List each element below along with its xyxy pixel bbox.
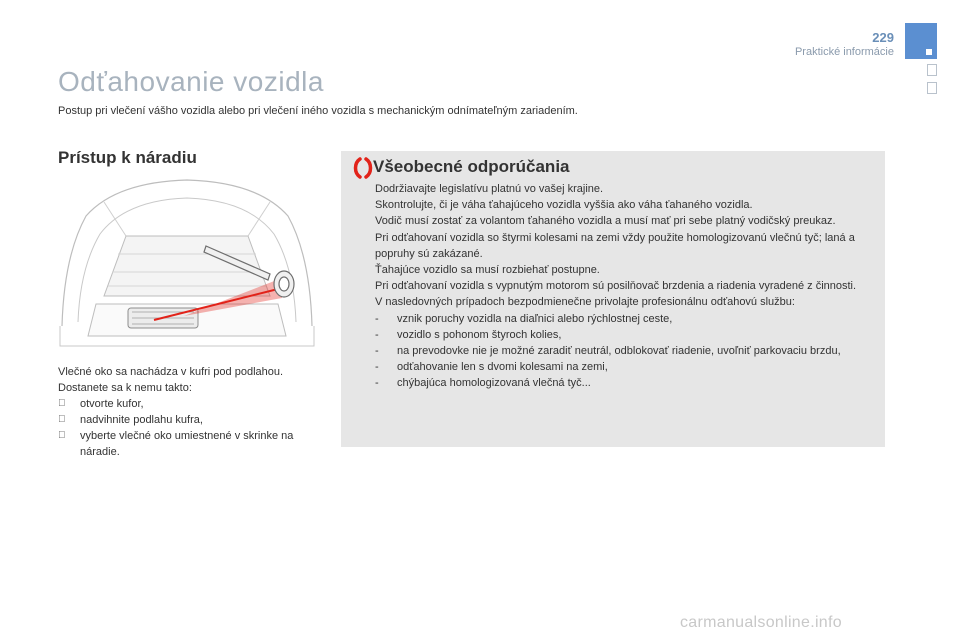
watermark: carmanualsonline.info xyxy=(680,614,842,631)
checkbox-bullet-icon xyxy=(58,428,66,444)
tab-box[interactable] xyxy=(927,82,937,94)
checkbox-bullet-icon xyxy=(58,412,66,428)
paragraph: Dodržiavajte legislatívu platnú vo vašej krajine. xyxy=(375,183,604,195)
page-number: 229 xyxy=(872,30,894,45)
paragraph: Pri odťahovaní vozidla s vypnutým motorom sú posilňovač brzdenia a riadenia vyradené z činnosti. xyxy=(375,280,857,293)
list-item xyxy=(58,428,320,460)
dash-bullet: - xyxy=(375,345,379,358)
list-item xyxy=(58,412,320,428)
checkbox-bullet-icon xyxy=(58,396,66,412)
dash-bullet: - xyxy=(375,312,379,325)
chapter-tab[interactable] xyxy=(905,23,937,59)
access-line: Vlečné oko sa nachádza v kufri pod podlahou. xyxy=(58,366,284,378)
case-text: odťahovanie len s dvomi kolesami na zemi, xyxy=(397,361,608,374)
tab-box[interactable] xyxy=(927,64,937,76)
cases-list xyxy=(375,311,877,392)
case-text: vozidlo s pohonom štyroch kolies, xyxy=(397,328,562,341)
list-item xyxy=(375,327,877,343)
dash-bullet: - xyxy=(375,328,379,341)
recommendations-heading: Všeobecné odporúčania xyxy=(373,157,570,176)
list-item xyxy=(375,375,877,391)
access-heading: Prístup k náradiu xyxy=(58,148,197,167)
step-text: vyberte vlečné oko umiestnené v skrinke na náradie. xyxy=(80,430,294,458)
paragraph: Ťahajúce vozidlo sa musí rozbiehať postupne. xyxy=(375,264,600,277)
paragraph: V nasledovných prípadoch bezpodmienečne privolajte profesionálnu odťahovú službu: xyxy=(375,296,795,309)
access-line: Dostanete sa k nemu takto: xyxy=(58,382,192,394)
trunk-illustration xyxy=(56,176,318,354)
paragraph: Pri odťahovaní vozidla so štyrmi kolesami na zemi vždy použite homologizovanú vlečnú tyč; laná a popruhy sú zakázané. xyxy=(375,231,855,260)
dash-bullet: - xyxy=(375,361,379,374)
access-text xyxy=(58,364,320,460)
dash-bullet: - xyxy=(375,377,379,390)
list-item xyxy=(375,343,877,359)
step-text: nadvihnite podlahu kufra, xyxy=(80,414,203,426)
paragraph: Skontrolujte, či je váha ťahajúceho vozidla vyššia ako váha ťahaného vozidla. xyxy=(375,199,753,212)
intro-text: Postup pri vlečení vášho vozidla alebo pri vlečení iného vozidla s mechanickým odnímateľným zariadením. xyxy=(58,105,578,117)
case-text: na prevodovke nie je možné zaradiť neutrál, odblokovať riadenie, uvoľniť parkovaciu brzdu, xyxy=(397,345,841,358)
step-text: otvorte kufor, xyxy=(80,398,144,410)
recommendations-panel xyxy=(341,151,885,447)
case-text: chýbajúca homologizovaná vlečná tyč... xyxy=(397,377,591,390)
section-label: Praktické informácie xyxy=(794,46,894,58)
list-item xyxy=(375,311,877,327)
access-steps xyxy=(58,396,320,460)
recommendations-body xyxy=(375,181,877,392)
case-text: vznik poruchy vozidla na diaľnici alebo rýchlostnej ceste, xyxy=(397,312,673,325)
paragraph: Vodič musí zostať za volantom ťahaného vozidla a musí mať pri sebe platný vodičský preukaz. xyxy=(375,215,836,228)
list-item xyxy=(58,396,320,412)
list-item xyxy=(375,359,877,375)
warning-icon xyxy=(351,157,375,179)
page-title: Odťahovanie vozidla xyxy=(58,66,324,97)
